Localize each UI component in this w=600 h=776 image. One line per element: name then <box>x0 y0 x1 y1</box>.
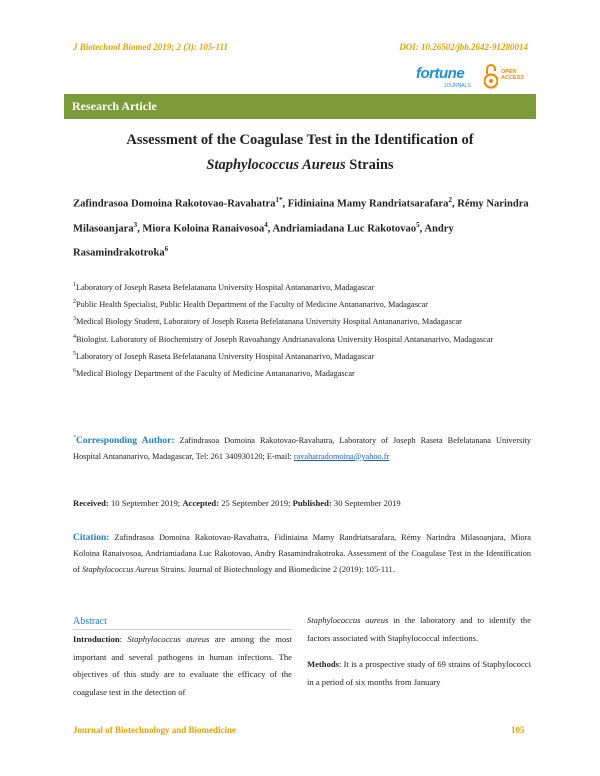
abstract-heading: Abstract <box>73 616 107 627</box>
author-name: Rémy Narindra Milasoanjara <box>73 198 529 235</box>
affiliation-item: $^6$Medical Biology Department of the Faculty of Medicine Antananarivo, Madagascar <box>73 367 355 378</box>
affiliation-item: $^4$Biologist. Laboratory of Biochemistry of Joseph Ravoahangy Andrianavalona University Hospital Antananarivo, Madagascar <box>73 333 494 344</box>
abstract-heading-rule <box>73 629 292 630</box>
journal-logo[interactable] <box>414 59 534 95</box>
article-dates: Received: 10 September 2019; Accepted: 25 September 2019; Published: 30 September 2019 <box>73 498 401 508</box>
methods-paragraph: Methods: It is a prospective study of 69 strains of Staphylococci in a period of six months from January <box>307 659 531 687</box>
abstract-column-left <box>73 631 292 701</box>
article-title-line2: Staphylococcus Aureus Strains <box>206 157 394 173</box>
author-name: Fidiniaina Mamy Randriatsarafara <box>287 198 449 210</box>
email-link[interactable]: ravahatradomoina@yahoo.fr <box>293 451 390 461</box>
author-name: Andry Rasamindrakotroka <box>73 223 454 259</box>
author-name: Andriamiadana Luc Rakotovao <box>272 223 417 235</box>
logo-subtext: JOURNALS <box>444 83 471 89</box>
affiliations <box>73 278 531 381</box>
corresponding-label: Corresponding Author: <box>76 435 175 446</box>
logo-wordmark: fortune <box>416 65 465 82</box>
header-doi[interactable]: DOI: 10.26502/jbb.2642-91280014 <box>399 42 528 52</box>
logo-oa-text: OPEN ACCESS <box>501 69 524 81</box>
article-title-line1: Assessment of the Coagulase Test in the Identification of <box>126 132 474 148</box>
introduction-continued: Staphylococcus aureus in the laboratory and to identify the factors associated with Staphylococcal infections. <box>307 615 532 643</box>
corresponding-author: *Corresponding Author: Zafindrasoa Domoina Rakotovao-Ravahatra, Laboratory of Joseph Raseta Befelatanana University Hospital Antananarivo, Madagascar, Tel: 261 340930120; E-mail: ravahatradomoina@yahoo.fr <box>73 435 531 461</box>
header-journal-ref: J Biotechnol Biomed 2019; 2 (3): 105-111 <box>73 42 228 52</box>
citation: Citation: Zafindrasoa Domoina Rakotovao-Ravahatra, Fidiniaina Mamy Randriatsarafara, Rémy Narindra Milasoanjara, Miora Koloina Ranaivosoa, Andriamiadana Luc Rakotovao, Andry Rasamindrakotroka. Assessment of the Coagulase Test in the Identification of Staphylococcus Aureus Strains. Journal of Biotechnology and Biomedicine 2 (2019): 105-111. <box>73 533 531 575</box>
author-list: Zafindrasoa Domoina Rakotovao-Ravahatra$^{1*}$, Fidiniaina Mamy Randriatsarafara$^2$, Rémy Narindra Milasoanjara$^3$, Miora Koloina Ranaivosoa$^4$, Andriamiadana Luc Rakotovao$^5$, Andry Rasamindrakotroka$^6$ <box>73 196 529 259</box>
footer-page-number: 105 <box>511 725 525 735</box>
open-access-lock-icon <box>484 63 498 89</box>
affiliation-item: $^1$Laboratory of Joseph Raseta Befelatanana University Hospital Antananarivo, Madagascar <box>73 282 375 292</box>
affiliation-item: $^2$Public Health Specialist, Public Health Department of the Faculty of Medicine Antananarivo, Madagascar <box>73 299 429 309</box>
author-name: Miora Koloina Ranaivosoa <box>142 223 265 235</box>
footer-journal: Journal of Biotechnology and Biomedicine <box>73 725 237 735</box>
citation-label: Citation: <box>73 533 110 543</box>
affiliation-item: $^3$Medical Biology Student, Laboratory of Joseph Raseta Befelatanana University Hospital Antananarivo, Madagascar <box>73 316 462 327</box>
article-type-bar <box>64 94 536 119</box>
author-name: Zafindrasoa Domoina Rakotovao-Ravahatra <box>73 198 276 210</box>
introduction-paragraph: Introduction: Staphylococcus aureus are among the most important and several pathogens in human infections. The objectives of this study are to evaluate the efficacy of the coagulase test in the detection of <box>73 634 292 697</box>
affiliation-item: $^5$Laboratory of Joseph Raseta Befelatanana University Hospital Antananarivo, Madagascar <box>73 350 375 361</box>
abstract-column-right <box>307 612 531 691</box>
article-type-label: Research Article <box>72 99 157 113</box>
